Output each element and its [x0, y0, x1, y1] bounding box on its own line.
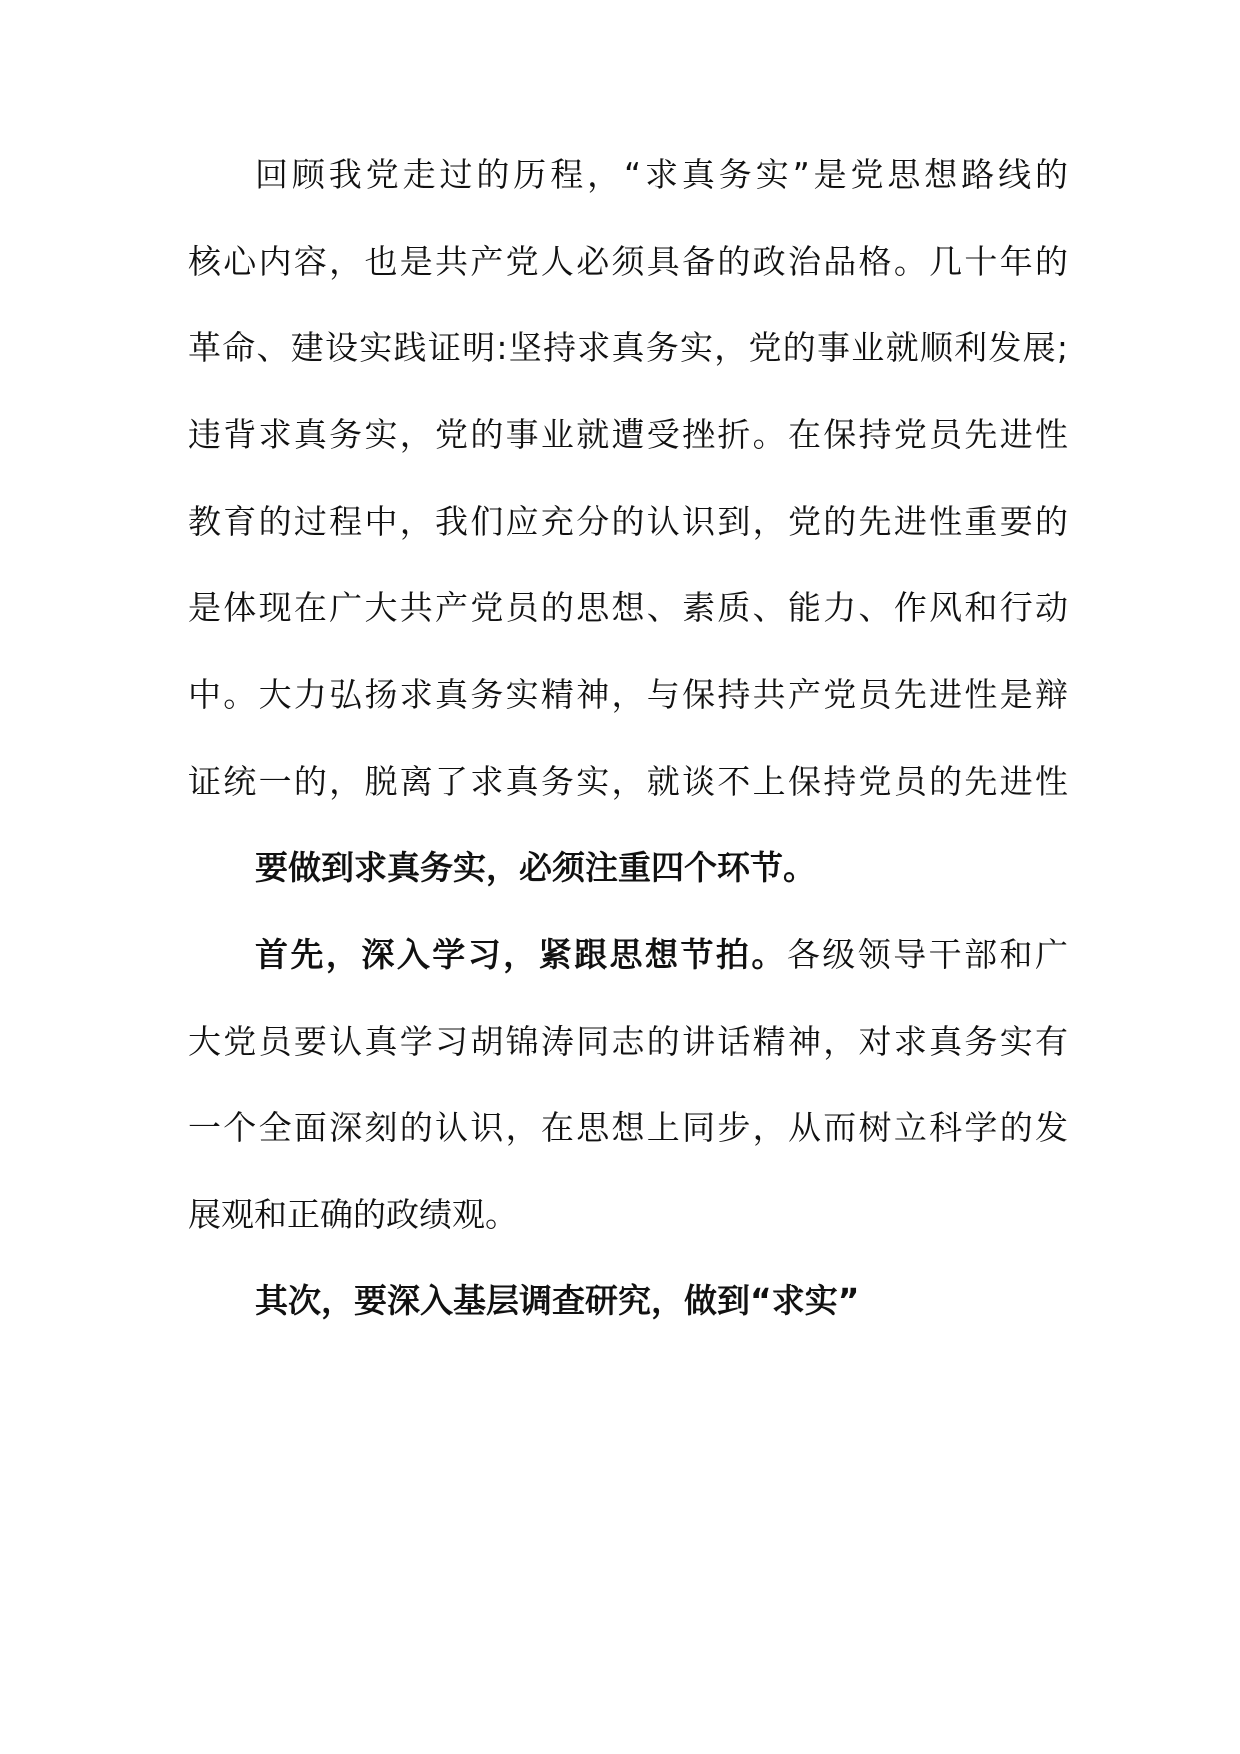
paragraph-1-line-3: 革命、建设实践证明:坚持求真务实，党的事业就顺利发展;: [188, 328, 1068, 367]
heading-grassroots-research: 其次，要深入基层调查研究，做到“求实”: [255, 1281, 860, 1320]
paragraph-1-line-6: 是体现在广大共产党员的思想、素质、能力、作风和行动: [188, 588, 1068, 627]
paragraph-2-line-3: 一个全面深刻的认识，在思想上同步，从而树立科学的发: [188, 1108, 1068, 1147]
paragraph-1-line-4: 违背求真务实，党的事业就遭受挫折。在保持党员先进性: [188, 415, 1068, 454]
paragraph-1-line-8: 证统一的，脱离了求真务实，就谈不上保持党员的先进性: [188, 762, 1068, 801]
paragraph-2-line-1: [255, 933, 1068, 977]
paragraph-1-line-2: 核心内容，也是共产党人必须具备的政治品格。几十年的: [188, 242, 1068, 281]
paragraph-1-line-1: 回顾我党走过的历程，“求真务实”是党思想路线的: [255, 155, 1068, 194]
paragraph-2-line-2: 大党员要认真学习胡锦涛同志的讲话精神，对求真务实有: [188, 1022, 1068, 1061]
paragraph-2-bold-lead: 首先，深入学习，紧跟思想节拍。: [255, 935, 787, 974]
heading-four-links: 要做到求真务实，必须注重四个环节。: [255, 848, 816, 887]
paragraph-2-line-4: 展观和正确的政绩观。: [188, 1195, 518, 1234]
paragraph-2-line-1-rest: 各级领导干部和广: [786, 935, 1069, 974]
paragraph-1-line-5: 教育的过程中，我们应充分的认识到，党的先进性重要的: [188, 502, 1068, 541]
paragraph-1-line-7: 中。大力弘扬求真务实精神，与保持共产党员先进性是辩: [188, 675, 1068, 714]
